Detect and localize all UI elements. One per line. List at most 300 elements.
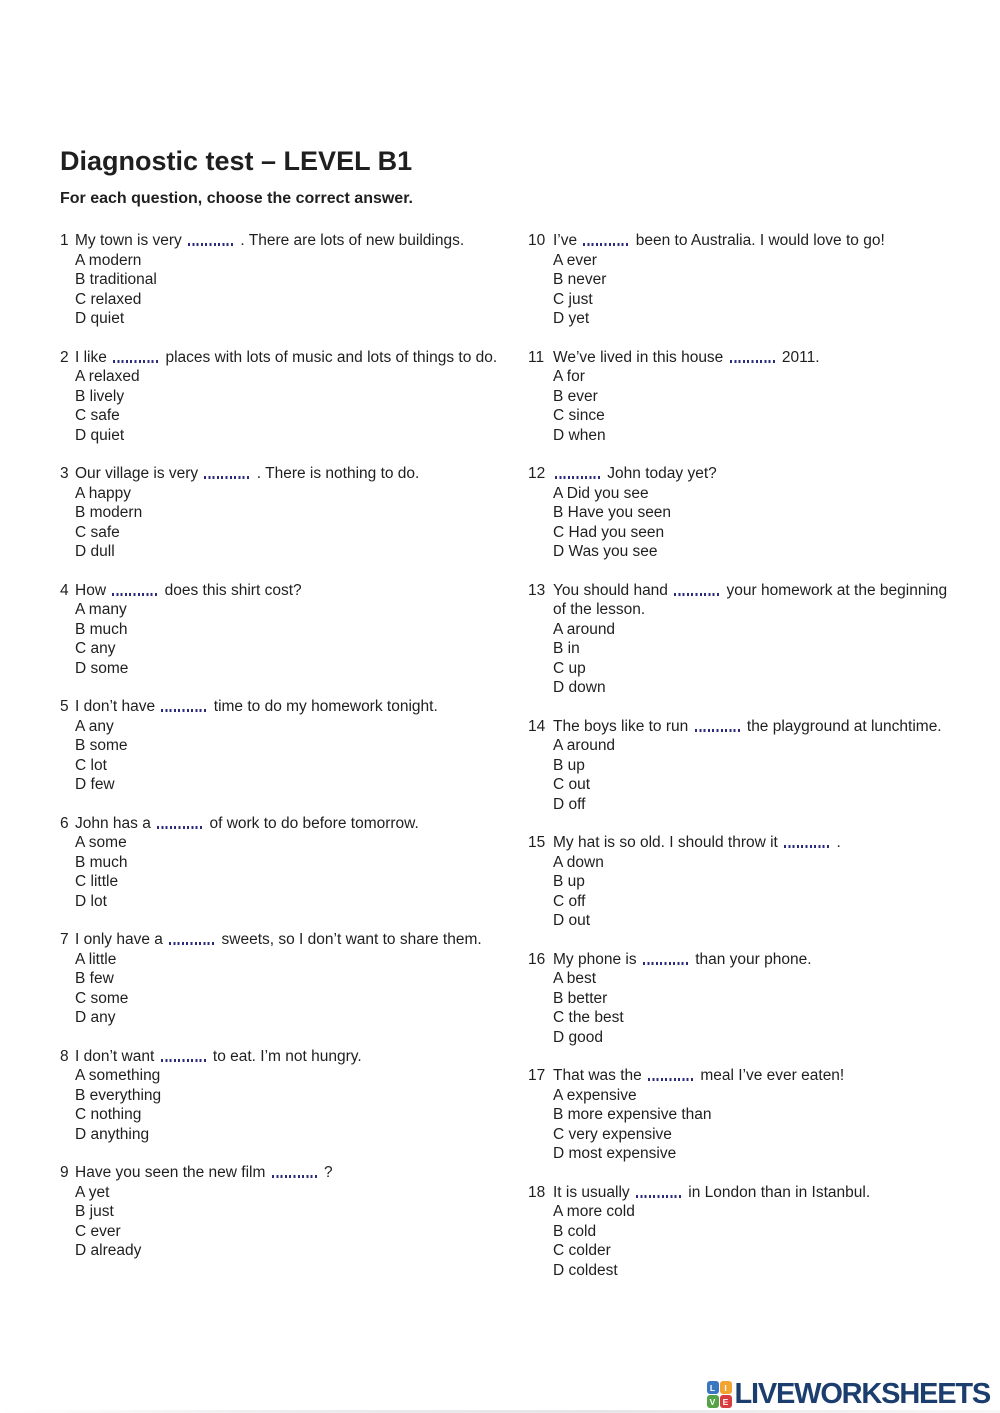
option-letter: D <box>75 1009 87 1026</box>
option-text: Did you see <box>562 484 649 502</box>
answer-option[interactable] <box>75 736 500 756</box>
option-letter: B <box>553 873 564 890</box>
option-text: lively <box>85 387 125 405</box>
question-body <box>75 930 500 1028</box>
option-letter: B <box>553 640 564 657</box>
option-letter: B <box>75 853 86 871</box>
answer-option[interactable] <box>75 717 500 737</box>
stem-after-text: places with lots of music and lots of things to do. <box>161 348 498 366</box>
answer-option[interactable] <box>75 1183 500 1203</box>
answer-option[interactable] <box>553 989 958 1009</box>
answer-blank[interactable] <box>674 593 720 596</box>
answer-option[interactable] <box>75 406 500 426</box>
answer-blank[interactable] <box>555 476 601 479</box>
option-letter: C <box>75 1222 87 1240</box>
stem-before-text: I don’t want <box>75 1047 159 1065</box>
option-text: Have you seen <box>563 504 672 521</box>
option-letter: D <box>75 426 87 444</box>
question-stem <box>553 1066 958 1086</box>
option-text: ever <box>86 1222 121 1240</box>
stem-before-text: Our village is very <box>75 465 203 482</box>
question-body <box>75 1163 500 1261</box>
option-letter: B <box>553 756 564 774</box>
answer-option[interactable] <box>553 290 958 310</box>
answer-option[interactable] <box>75 523 500 543</box>
option-text: nothing <box>86 1106 142 1123</box>
question-number: 8 <box>60 1047 69 1065</box>
answer-option[interactable] <box>75 853 500 873</box>
option-text: coldest <box>564 1261 618 1279</box>
answer-blank[interactable] <box>204 476 250 479</box>
option-letter: A <box>75 251 85 269</box>
option-letter: B <box>553 387 564 405</box>
answer-blank[interactable] <box>784 845 830 848</box>
answer-blank[interactable] <box>636 1195 682 1198</box>
option-text: more expensive than <box>563 1106 712 1123</box>
stem-after-text: than your phone. <box>690 950 812 968</box>
option-letter: A <box>553 1203 563 1220</box>
question <box>60 231 500 329</box>
option-text: just <box>85 1203 114 1220</box>
answer-blank[interactable] <box>188 243 234 246</box>
answer-option[interactable] <box>75 659 500 679</box>
answer-option[interactable] <box>75 833 500 853</box>
question <box>60 1047 500 1145</box>
option-text: around <box>562 737 616 754</box>
stem-before-text: I only have a <box>75 931 168 948</box>
stem-after-text: time to do my homework tonight. <box>209 698 438 715</box>
logo-tile-v: V <box>707 1395 719 1408</box>
option-letter: B <box>75 737 86 754</box>
option-text: Had you seen <box>564 523 665 541</box>
question-number: 17 <box>528 1067 546 1084</box>
option-letter: D <box>75 1125 87 1143</box>
option-letter: A <box>75 950 85 968</box>
option-letter: D <box>553 426 565 444</box>
answer-option[interactable] <box>553 1105 958 1125</box>
option-letter: D <box>553 679 565 696</box>
option-text: best <box>562 970 597 987</box>
answer-option[interactable] <box>553 1028 958 1048</box>
option-letter: D <box>553 1145 565 1162</box>
question-number: 5 <box>60 698 69 715</box>
question-stem <box>553 348 958 368</box>
stem-after-text: sweets, so I don’t want to share them. <box>217 931 482 948</box>
question-number: 18 <box>528 1183 546 1201</box>
stem-after-text: . There are lots of new buildings. <box>236 232 465 249</box>
option-text: up <box>564 659 586 677</box>
question-stem <box>75 697 500 717</box>
answer-option[interactable] <box>553 406 958 426</box>
answer-option[interactable] <box>553 270 958 290</box>
answer-option[interactable] <box>75 251 500 271</box>
stem-before-text: We’ve lived in this house <box>553 348 728 366</box>
answer-blank[interactable] <box>169 942 215 945</box>
option-text: modern <box>85 504 143 521</box>
question <box>528 1066 958 1164</box>
answer-option[interactable] <box>553 1086 958 1106</box>
answer-option[interactable] <box>553 911 958 931</box>
option-text: more cold <box>562 1203 635 1220</box>
question-body <box>75 464 500 562</box>
question <box>528 464 958 562</box>
answer-option[interactable] <box>75 600 500 620</box>
question-body <box>553 950 958 1048</box>
option-letter: A <box>553 251 563 269</box>
answer-option[interactable] <box>553 251 958 271</box>
logo-tile-l: L <box>707 1381 719 1394</box>
answer-option[interactable] <box>75 1125 500 1145</box>
option-text: up <box>563 756 585 774</box>
question <box>60 464 500 562</box>
stem-after-text: been to Australia. I would love to go! <box>631 232 885 249</box>
answer-option[interactable] <box>553 426 958 446</box>
answer-option[interactable] <box>553 795 958 815</box>
option-text: just <box>564 290 593 308</box>
option-text: some <box>85 737 128 754</box>
option-letter: A <box>553 484 563 502</box>
question-stem <box>553 717 958 737</box>
question-body <box>553 717 958 815</box>
stem-before-text: My phone is <box>553 950 641 968</box>
option-text: safe <box>86 407 120 424</box>
answer-option[interactable] <box>553 775 958 795</box>
option-text: most expensive <box>564 1145 677 1162</box>
option-letter: A <box>553 1086 563 1104</box>
answer-option[interactable] <box>553 1144 958 1164</box>
question <box>60 581 500 679</box>
answer-option[interactable] <box>75 426 500 446</box>
question-number: 6 <box>60 814 69 832</box>
answer-option[interactable] <box>553 853 958 873</box>
answer-option[interactable] <box>75 367 500 387</box>
option-letter: A <box>75 1067 85 1084</box>
option-letter: C <box>553 892 565 910</box>
option-text: up <box>563 873 585 890</box>
answer-option[interactable] <box>75 1241 500 1261</box>
option-text: yet <box>84 1183 110 1201</box>
answer-option[interactable] <box>75 950 500 970</box>
question <box>528 1183 958 1281</box>
option-letter: C <box>553 407 565 424</box>
option-letter: B <box>75 271 86 288</box>
option-letter: A <box>75 834 85 851</box>
option-text: when <box>564 426 606 444</box>
stem-before-text: John has a <box>75 814 156 832</box>
answer-option[interactable] <box>553 969 958 989</box>
question-body <box>75 581 500 679</box>
option-letter: C <box>75 756 87 774</box>
questions-column-left <box>60 231 500 1280</box>
answer-option[interactable] <box>553 367 958 387</box>
answer-option[interactable] <box>75 989 500 1009</box>
question <box>60 930 500 1028</box>
option-text: ever <box>562 251 597 269</box>
answer-option[interactable] <box>75 1008 500 1028</box>
option-letter: C <box>75 640 87 657</box>
option-letter: B <box>553 271 564 288</box>
answer-blank[interactable] <box>695 729 741 732</box>
question-stem <box>75 581 500 601</box>
answer-option[interactable] <box>75 639 500 659</box>
option-letter: A <box>553 970 563 987</box>
option-letter: B <box>553 989 564 1007</box>
question <box>60 1163 500 1261</box>
answer-option[interactable] <box>553 678 958 698</box>
option-text: some <box>86 989 129 1007</box>
option-letter: A <box>75 368 85 385</box>
option-text: off <box>564 795 586 813</box>
option-letter: D <box>553 310 565 327</box>
option-letter: A <box>75 1183 85 1201</box>
stem-after-text: the playground at lunchtime. <box>742 717 942 735</box>
question-body <box>553 1183 958 1281</box>
option-letter: B <box>75 1086 86 1104</box>
question-number: 4 <box>60 581 69 599</box>
answer-option[interactable] <box>553 1261 958 1281</box>
stem-after-text: meal I’ve ever eaten! <box>696 1067 845 1084</box>
option-text: any <box>86 1009 116 1026</box>
answer-blank[interactable] <box>643 962 689 965</box>
option-letter: D <box>553 795 565 813</box>
answer-option[interactable] <box>75 1066 500 1086</box>
answer-blank[interactable] <box>272 1175 318 1178</box>
question <box>60 348 500 446</box>
option-letter: A <box>75 717 85 735</box>
questions-area <box>60 231 970 1299</box>
question-number: 13 <box>528 581 546 599</box>
option-letter: D <box>75 892 87 910</box>
answer-blank[interactable] <box>648 1078 694 1081</box>
answer-option[interactable] <box>75 872 500 892</box>
question-number: 15 <box>528 834 546 851</box>
answer-option[interactable] <box>75 542 500 562</box>
question <box>60 697 500 795</box>
option-letter: C <box>553 290 565 308</box>
question-body <box>553 464 958 562</box>
question-body <box>75 1047 500 1145</box>
option-text: quiet <box>86 310 125 327</box>
stem-after-text: your homework at the beginning of the lesson. <box>553 581 948 618</box>
stem-before-text: My hat is so old. I should throw it <box>553 834 783 851</box>
option-letter: C <box>75 290 87 308</box>
option-text: relaxed <box>84 368 140 385</box>
option-letter: C <box>75 989 87 1007</box>
option-letter: D <box>553 1028 565 1046</box>
option-text: few <box>85 970 114 987</box>
question-stem <box>75 464 500 484</box>
answer-blank[interactable] <box>161 1059 207 1062</box>
answer-blank[interactable] <box>157 826 203 829</box>
answer-option[interactable] <box>75 620 500 640</box>
option-letter: C <box>75 1106 87 1123</box>
answer-option[interactable] <box>553 756 958 776</box>
answer-option[interactable] <box>75 892 500 912</box>
answer-option[interactable] <box>553 1241 958 1261</box>
answer-blank[interactable] <box>113 360 159 363</box>
stem-after-text: 2011. <box>777 348 820 366</box>
option-letter: C <box>553 523 565 541</box>
answer-option[interactable] <box>553 1008 958 1028</box>
stem-before-text: I’ve <box>553 232 582 249</box>
stem-before-text: I don’t have <box>75 698 160 715</box>
answer-option[interactable] <box>553 659 958 679</box>
question-stem <box>553 950 958 970</box>
option-text: safe <box>86 523 120 541</box>
stem-after-text: does this shirt cost? <box>160 581 302 599</box>
question-number: 12 <box>528 465 546 482</box>
answer-option[interactable] <box>553 872 958 892</box>
answer-option[interactable] <box>553 736 958 756</box>
option-letter: B <box>75 387 86 405</box>
option-letter: D <box>75 776 87 793</box>
answer-option[interactable] <box>553 503 958 523</box>
question <box>528 950 958 1048</box>
option-text: little <box>86 873 119 890</box>
answer-option[interactable] <box>553 523 958 543</box>
option-letter: A <box>75 484 85 502</box>
answer-option[interactable] <box>75 309 500 329</box>
stem-after-text: in London than in Istanbul. <box>683 1183 871 1201</box>
question <box>528 717 958 815</box>
liveworksheets-grid-icon <box>707 1381 732 1408</box>
answer-option[interactable] <box>75 775 500 795</box>
stem-before-text: That was the <box>553 1067 647 1084</box>
option-text: ever <box>563 387 598 405</box>
option-letter: A <box>553 620 563 638</box>
option-letter: D <box>75 543 87 560</box>
answer-blank[interactable] <box>583 243 629 246</box>
option-text: colder <box>564 1242 611 1259</box>
question-stem <box>75 1047 500 1067</box>
question-stem <box>553 231 958 251</box>
option-text: since <box>564 407 605 424</box>
option-letter: C <box>75 407 87 424</box>
answer-option[interactable] <box>553 620 958 640</box>
question-body <box>75 231 500 329</box>
question-stem <box>553 464 958 484</box>
answer-option[interactable] <box>75 1222 500 1242</box>
option-letter: C <box>553 1009 565 1026</box>
answer-option[interactable] <box>553 892 958 912</box>
option-letter: A <box>553 368 563 385</box>
answer-option[interactable] <box>75 387 500 407</box>
question-number: 10 <box>528 232 546 249</box>
question-body <box>553 1066 958 1164</box>
answer-blank[interactable] <box>161 709 207 712</box>
answer-option[interactable] <box>553 387 958 407</box>
option-letter: B <box>553 1222 564 1240</box>
logo-tile-i: I <box>720 1381 732 1394</box>
option-letter: C <box>75 523 87 541</box>
option-letter: D <box>553 912 565 929</box>
option-text: happy <box>84 484 132 502</box>
answer-option[interactable] <box>75 270 500 290</box>
answer-option[interactable] <box>553 1222 958 1242</box>
question <box>528 833 958 931</box>
option-text: lot <box>86 756 107 774</box>
option-text: some <box>84 834 127 851</box>
question-stem <box>553 833 958 853</box>
answer-option[interactable] <box>75 1105 500 1125</box>
question-number: 1 <box>60 232 69 249</box>
stem-after-text: of work to do before tomorrow. <box>205 814 419 832</box>
answer-option[interactable] <box>553 309 958 329</box>
option-letter: C <box>553 1242 565 1259</box>
answer-option[interactable] <box>75 503 500 523</box>
answer-option[interactable] <box>75 969 500 989</box>
question-number: 11 <box>528 348 545 366</box>
answer-option[interactable] <box>75 1086 500 1106</box>
option-letter: D <box>75 1242 87 1259</box>
stem-before-text: Have you seen the new film <box>75 1164 270 1181</box>
option-text: down <box>564 679 606 696</box>
option-text: little <box>84 950 117 968</box>
question-body <box>75 697 500 795</box>
answer-option[interactable] <box>75 756 500 776</box>
answer-option[interactable] <box>553 1125 958 1145</box>
question-body <box>553 231 958 329</box>
option-text: dull <box>86 543 115 560</box>
answer-option[interactable] <box>553 484 958 504</box>
questions-column-right <box>528 231 958 1299</box>
answer-option[interactable] <box>553 1202 958 1222</box>
answer-option[interactable] <box>553 542 958 562</box>
answer-option[interactable] <box>553 639 958 659</box>
question-number: 9 <box>60 1164 69 1181</box>
option-letter: B <box>75 1203 86 1220</box>
instructions: For each question, choose the correct answer. <box>60 190 413 207</box>
option-letter: D <box>553 1261 565 1279</box>
answer-option[interactable] <box>75 484 500 504</box>
answer-blank[interactable] <box>112 593 158 596</box>
page-title: Diagnostic test – LEVEL B1 <box>60 146 413 176</box>
question-stem <box>75 814 500 834</box>
option-text: any <box>84 717 114 735</box>
option-text: out <box>564 912 591 929</box>
question-stem <box>75 348 500 368</box>
question-body <box>553 833 958 931</box>
question-number: 14 <box>528 717 546 735</box>
option-text: much <box>85 620 128 638</box>
logo-tile-e: E <box>720 1395 732 1408</box>
question <box>528 231 958 329</box>
option-text: some <box>86 659 129 677</box>
liveworksheets-logo[interactable] <box>707 1380 991 1409</box>
question-stem <box>553 1183 958 1203</box>
option-text: never <box>563 271 607 288</box>
option-text: expensive <box>562 1086 637 1104</box>
answer-option[interactable] <box>75 1202 500 1222</box>
option-text: yet <box>564 310 590 327</box>
brand-text: LIVEWORKSHEETS <box>734 1378 990 1410</box>
option-text: lot <box>86 892 107 910</box>
option-text: anything <box>86 1125 150 1143</box>
question-number: 7 <box>60 931 69 948</box>
stem-before-text: How <box>75 581 111 599</box>
stem-before-text: You should hand <box>553 581 673 599</box>
answer-blank[interactable] <box>730 360 776 363</box>
stem-after-text: John today yet? <box>603 465 717 482</box>
option-letter: B <box>75 620 86 638</box>
option-letter: A <box>553 737 563 754</box>
stem-before-text: My town is very <box>75 232 187 249</box>
option-letter: B <box>75 504 86 521</box>
question-body <box>553 581 958 698</box>
answer-option[interactable] <box>75 290 500 310</box>
option-text: much <box>85 853 128 871</box>
option-text: for <box>562 368 585 385</box>
